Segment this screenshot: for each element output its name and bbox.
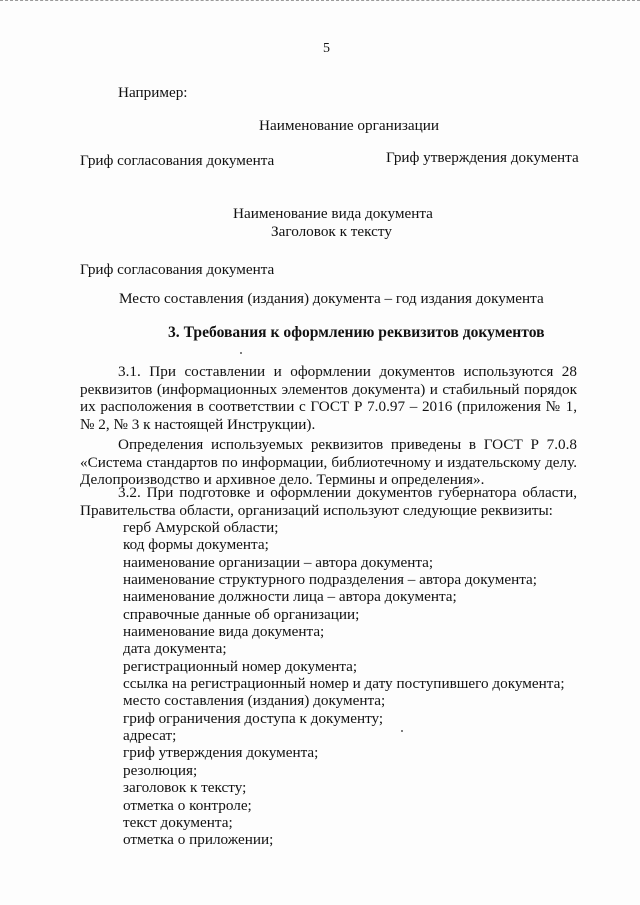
example-grif-soglasovaniya-bottom: Гриф согласования документа (80, 261, 275, 278)
requisite-item: герб Амурской области; (123, 519, 279, 536)
scan-speck (401, 730, 403, 732)
paragraph-3-2: 3.2. При подготовке и оформлении документов губернатора области, Правительства области, организаций используют следующие реквизиты: (80, 484, 577, 519)
scan-speck (240, 352, 242, 354)
example-label: Например: (118, 84, 188, 101)
requisite-item: адресат; (123, 727, 177, 745)
requisite-item: справочные данные об организации; (123, 605, 360, 623)
example-doc-type: Наименование вида документа (233, 205, 433, 222)
requisite-item: наименование организации – автора документа; (123, 553, 434, 571)
paragraph-definitions: Определения используемых реквизитов приведены в ГОСТ Р 7.0.8 «Система стандартов по информации, библиотечному и издательскому делу. Делопроизводство и архивное дело. Термины и определения». (80, 436, 577, 488)
example-org-name: Наименование организации (259, 117, 439, 134)
example-doc-heading: Заголовок к тексту (271, 223, 392, 240)
example-grif-utverzhdeniya: Гриф утверждения документа (386, 149, 579, 166)
section-title: 3. Требования к оформлению реквизитов документов (168, 324, 545, 341)
requisite-item: наименование должности лица – автора документа; (123, 588, 457, 606)
requisite-item: отметка о приложении; (123, 831, 274, 849)
paragraph-3-1: 3.1. При составлении и оформлении документов используются 28 реквизитов (информационных элементов документа) и стабильный порядок их расположения в соответствии с ГОСТ Р 7.0.97 – 2016 (приложения № 1, № 2, № 3 к настоящей Инструкции). (80, 363, 577, 433)
example-grif-soglasovaniya-top: Гриф согласования документа (80, 152, 275, 169)
requisite-item: наименование структурного подразделения – автора документа; (123, 571, 538, 589)
requisite-item: регистрационный номер документа; (123, 657, 358, 675)
requisite-item: место составления (издания) документа; (123, 692, 386, 710)
requisites-list (123, 519, 565, 849)
requisite-item: резолюция; (123, 761, 198, 779)
page-number: 5 (323, 41, 330, 56)
requisite-item: код формы документа; (123, 536, 269, 554)
requisite-item: наименование вида документа; (123, 623, 325, 641)
scan-edge-line (0, 0, 640, 4)
requisite-item: гриф утверждения документа; (123, 744, 319, 762)
requisite-item: ссылка на регистрационный номер и дату поступившего документа; (123, 675, 565, 693)
requisite-item: текст документа; (123, 813, 233, 831)
requisite-item: отметка о контроле; (123, 796, 252, 814)
requisite-item: дата документа; (123, 640, 227, 658)
requisite-item: гриф ограничения доступа к документу; (123, 709, 384, 727)
example-place-year: Место составления (издания) документа – год издания документа (119, 290, 544, 307)
requisite-item: заголовок к тексту; (123, 779, 247, 797)
